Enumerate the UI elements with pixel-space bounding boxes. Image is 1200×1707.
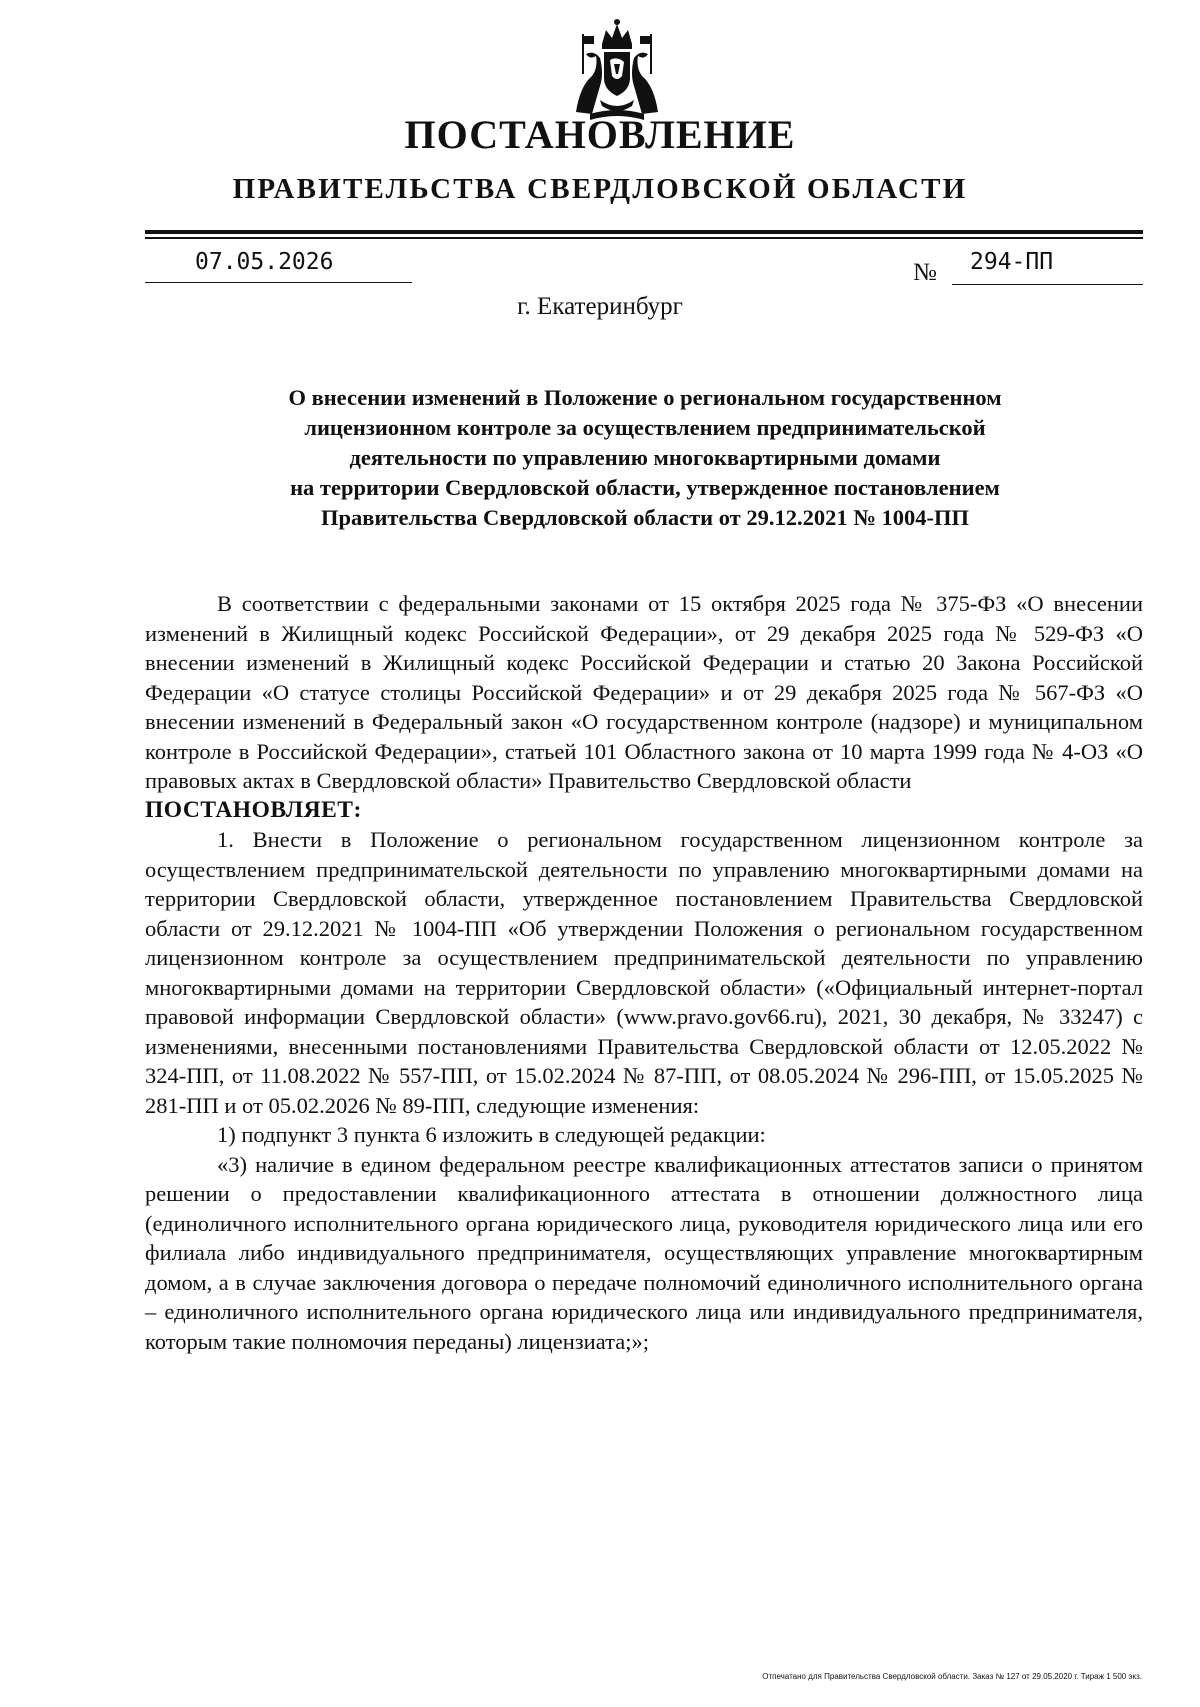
document-body [145,589,1143,1356]
print-imprint-note: Отпечатано для Правительства Свердловской области. Заказ № 127 от 29.05.2020 г. Тираж 1 500 экз. [762,1672,1142,1681]
document-number: 294-ПП [970,249,1054,275]
document-subject [145,383,1145,533]
place-of-issue: г. Екатеринбург [517,293,683,320]
header-divider [145,230,1143,234]
subject-line: лицензионном контроле за осуществлением предпринимательской [304,415,986,440]
quoted-subitem-3: «3) наличие в едином федеральном реестре квалификационных аттестатов записи о принятом решении о предоставлении квалификационного аттестата в отношении должностного лица (единоличного исполнительного органа юридического лица, руководителя юридического лица или его филиала либо индивидуального предпринимателя, осуществляющих управление многоквартирным домом, а в случае заключения договора о передаче полномочий единоличного исполнительного органа – единоличного исполнительного органа юридического лица или индивидуального предпринимателя, которым такие полномочия переданы) лицензиата;»; [145,1151,1143,1354]
subject-line: деятельности по управлению многоквартирными домами [349,445,941,470]
date-underline [145,282,412,283]
coat-of-arms-icon [572,16,662,124]
subject-line: на территории Свердловской области, утвержденное постановлением [290,475,1000,500]
document-type-title: ПОСТАНОВЛЕНИЕ [404,112,796,157]
item-1-paragraph: 1. Внести в Положение о региональном государственном лицензионном контроле за осуществлением предпринимательской деятельности по управлению многоквартирными домами на территории Свердловской области, утвержденное постановлением Правительства Свердловской области от 29.12.2021 № 1004-ПП «Об утверждении Положения о региональном государственном лицензионном контроле за осуществлением предпринимательской деятельности по управлению многоквартирными домами на территории Свердловской области» («Официальный интернет-портал правовой информации Свердловской области» (www.pravo.gov66.ru), 2021, 30 декабря, № 33247) с изменениями, внесенными постановлениями Правительства Свердловской области от 12.05.2022 № 324-ПП, от 11.08.2022 № 557-ПП, от 15.02.2024 № 87-ПП, от 08.05.2024 № 296-ПП, от 15.05.2025 № 281-ПП и от 05.02.2026 № 89-ПП, следующие изменения: [145,827,1143,1118]
header-divider-thin [145,237,1143,239]
preamble-paragraph: В соответствии с федеральными законами от 15 октября 2025 года № 375-ФЗ «О внесении изменений в Жилищный кодекс Российской Федерации», от 29 декабря 2025 года № 529-ФЗ «О внесении изменений в Жилищный кодекс Российской Федерации и статью 20 Закона Российской Федерации «О статусе столицы Российской Федерации» и от 29 декабря 2025 года № 567-ФЗ «О внесении изменений в Федеральный закон «О государственном контроле (надзоре) и муниципальном контроле в Российской Федерации», статьей 101 Областного закона от 10 марта 1999 года № 4-ОЗ «О правовых актах в Свердловской области» Правительство Свердловской области [145,591,1143,793]
decree-word: ПОСТАНОВЛЯЕТ: [145,796,362,823]
document-date: 07.05.2026 [195,249,334,275]
number-underline [952,284,1143,285]
subitem-1-paragraph: 1) подпункт 3 пункта 6 изложить в следующей редакции: [217,1122,766,1147]
issuer-title: ПРАВИТЕЛЬСТВА СВЕРДЛОВСКОЙ ОБЛАСТИ [232,173,968,205]
number-sign: № [913,259,937,286]
subject-line: О внесении изменений в Положение о региональном государственном [288,385,1002,410]
subject-line: Правительства Свердловской области от 29.12.2021 № 1004-ПП [321,505,969,530]
